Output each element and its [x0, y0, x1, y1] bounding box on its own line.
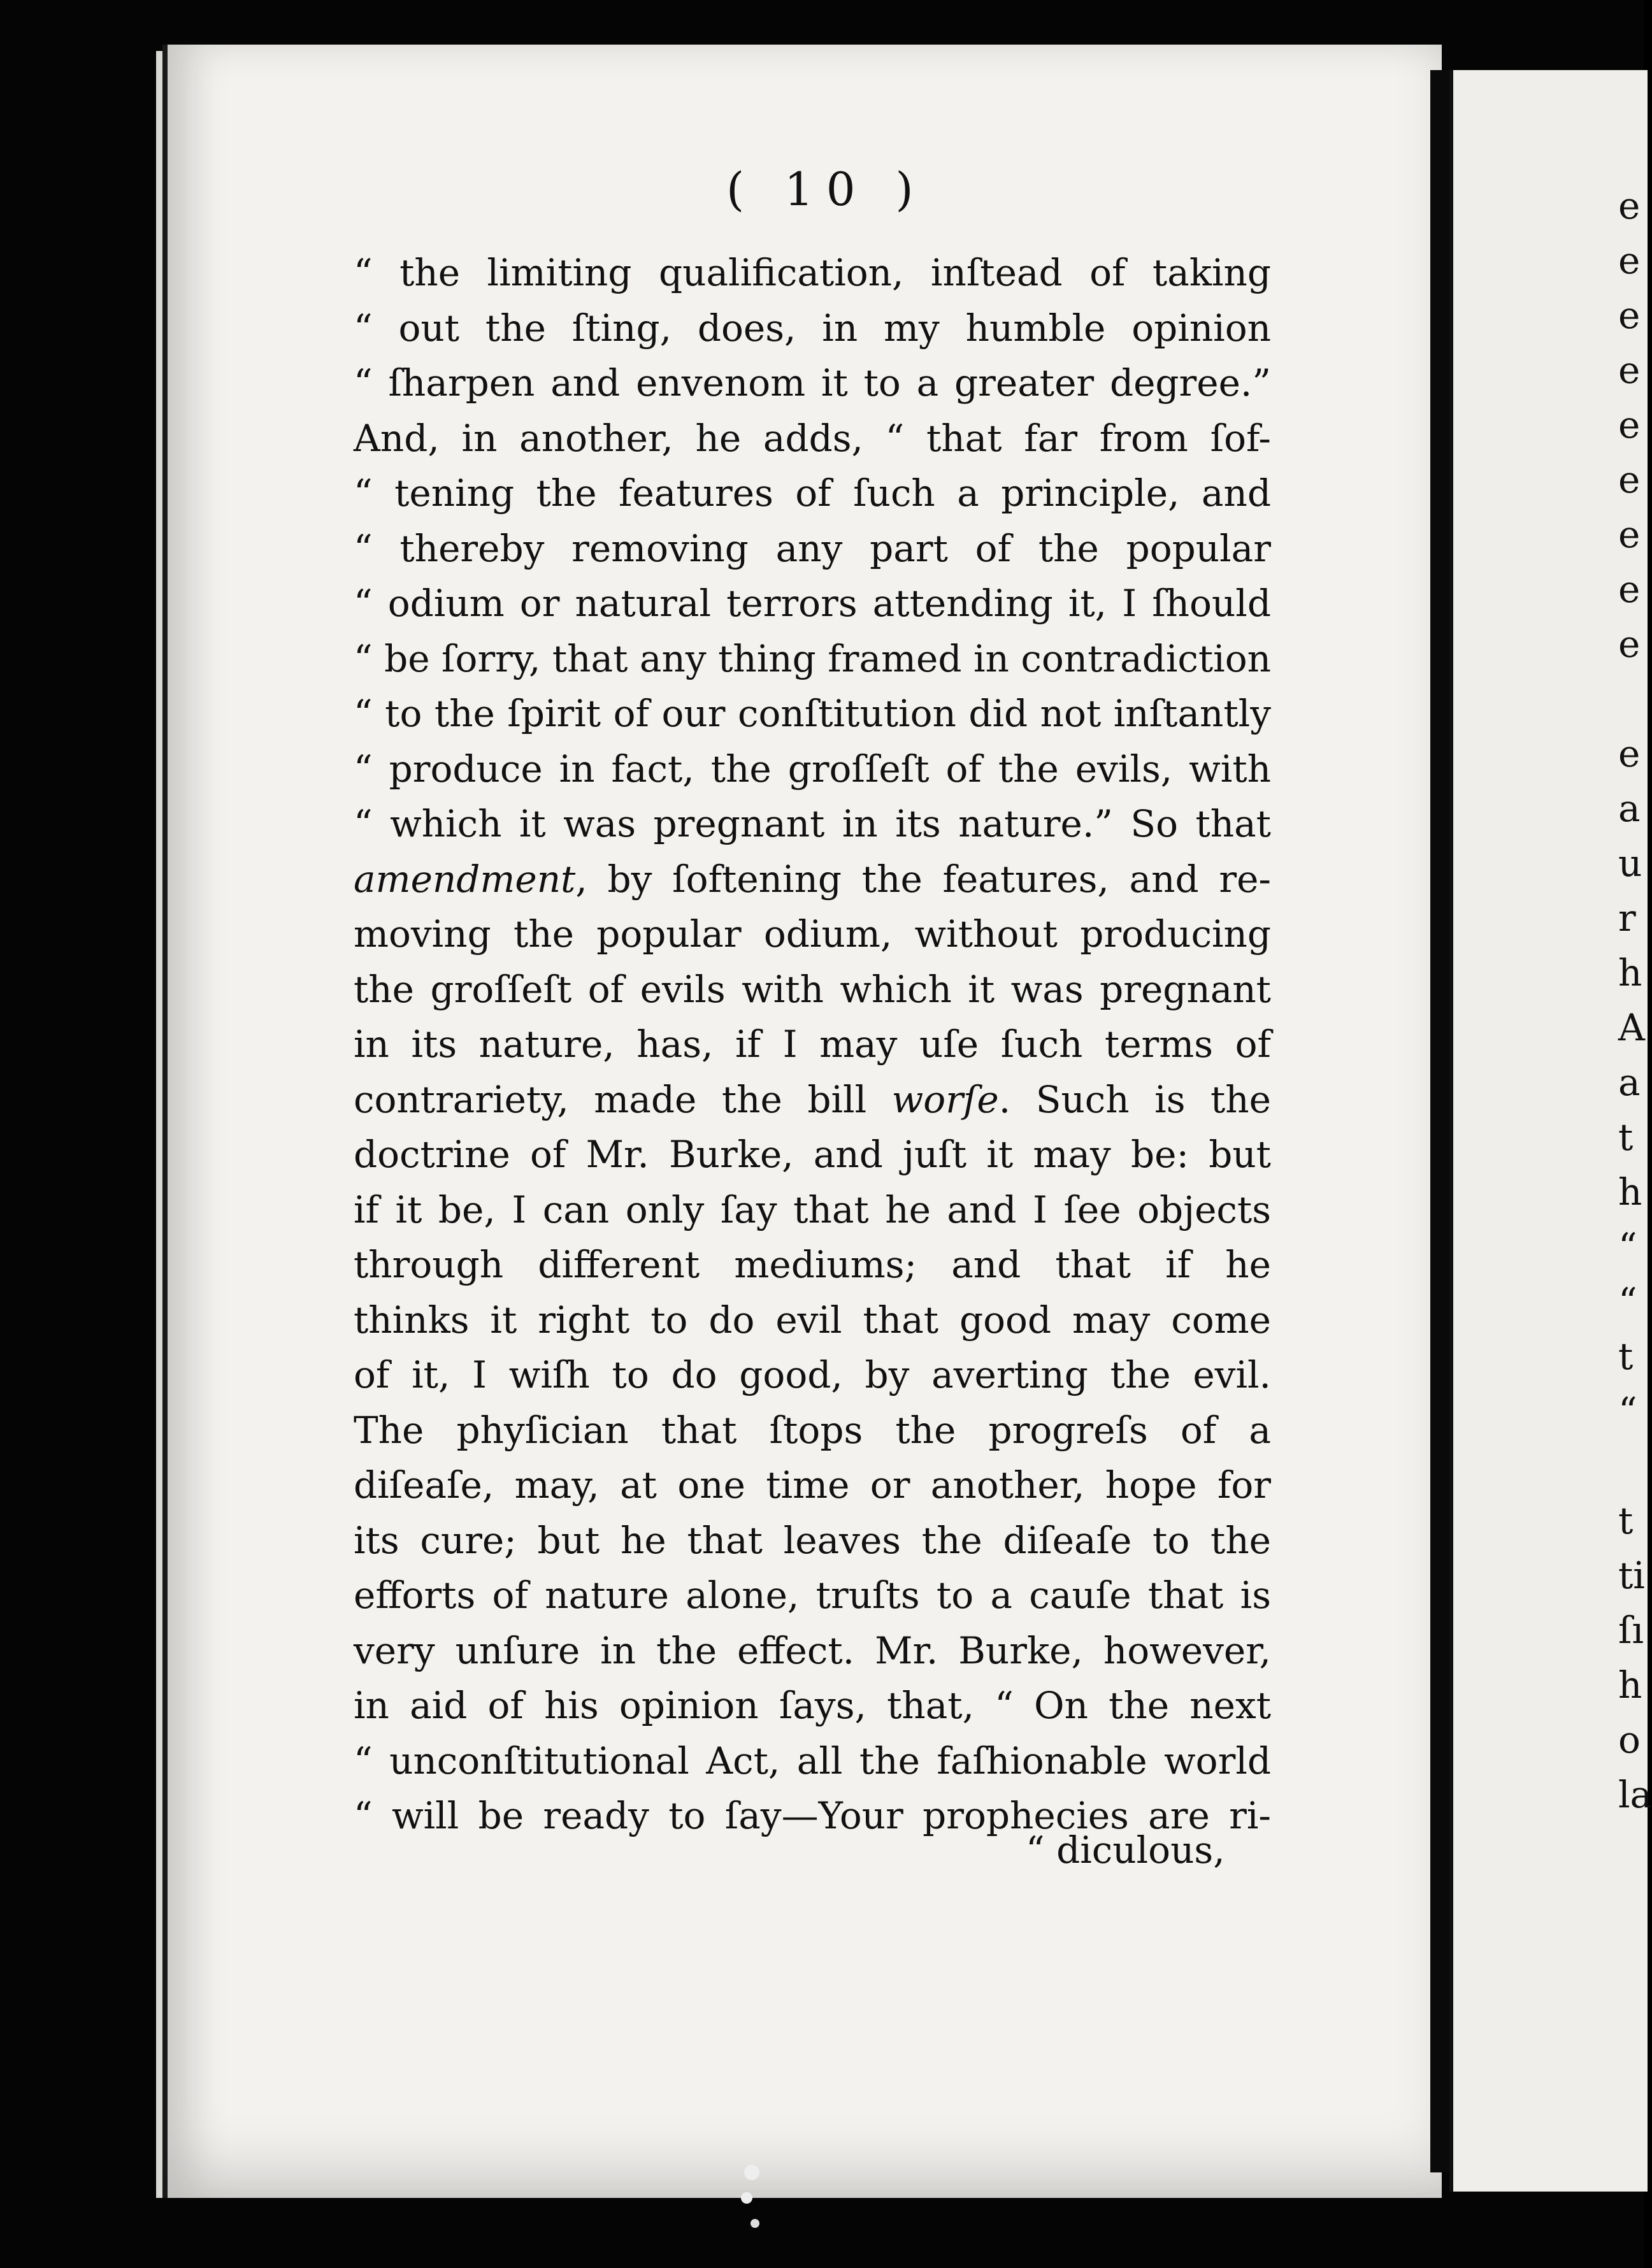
text-line: contrariety, made the bill worſe. Such is the: [354, 1077, 1271, 1121]
italic-word: amendment: [354, 857, 576, 901]
text-line: And, in another, he adds, “ that far from ſof-: [354, 416, 1271, 460]
speck: [741, 2192, 752, 2204]
text-line: moving the popular odium, without producing: [354, 912, 1271, 956]
text-line: diſeaſe, may, at one time or another, hope for: [354, 1463, 1271, 1507]
text-line: thinks it right to do evil that good may come: [354, 1298, 1271, 1342]
text-line: “ the limiting qualification, inſtead of taking: [354, 251, 1271, 294]
text-line: amendment, by ſoftening the features, and re-: [354, 857, 1271, 901]
page-gutter: [1430, 70, 1449, 2172]
text-line: “ thereby removing any part of the popular: [354, 526, 1271, 570]
text-line: in aid of his opinion ſays, that, “ On the next: [354, 1684, 1271, 1727]
text-line: “ odium or natural terrors attending it, I ſhould: [354, 582, 1271, 625]
text-line: of it, I wiſh to do good, by averting the evil.: [354, 1353, 1271, 1396]
text-line: doctrine of Mr. Burke, and juſt it may be: but: [354, 1133, 1271, 1176]
text-line: “ out the ſting, does, in my humble opinion: [354, 306, 1271, 350]
page-body-text: [354, 245, 1271, 1844]
catchword: “ diculous,: [1026, 1828, 1225, 1872]
text-line: if it be, I can only ſay that he and I ſee objects: [354, 1188, 1271, 1231]
text-line: “ ſharpen and envenom it to a greater degree.”: [354, 361, 1271, 405]
text-line: through different mediums; and that if he: [354, 1243, 1271, 1286]
text-line: efforts of nature alone, truſts to a cauſe that is: [354, 1574, 1271, 1617]
italic-word: worſe: [891, 1077, 999, 1121]
text-line: “ tening the features of ſuch a principle, and: [354, 471, 1271, 515]
paper-specks: [733, 2153, 771, 2249]
text-line: “ produce in fact, the groſſeſt of the evils, with: [354, 747, 1271, 791]
text-line: “ will be ready to ſay—Your prophecies are ri-: [354, 1794, 1271, 1837]
speck: [744, 2165, 759, 2180]
text-line: its cure; but he that leaves the diſeaſe to the: [354, 1518, 1271, 1562]
text-line: in its nature, has, if I may uſe ſuch terms of: [354, 1023, 1271, 1066]
page-number-header: ( 10 ): [726, 162, 926, 216]
next-page-partial-text: e e e e e e e e e e a u r h A a t h “ “ t “ t ti ſı h o la: [1618, 184, 1652, 1816]
speck: [751, 2219, 759, 2228]
text-line: “ which it was pregnant in its nature.” So that: [354, 802, 1271, 845]
text-line: The phyſician that ſtops the progreſs of a: [354, 1408, 1271, 1452]
text-line: very unſure in the effect. Mr. Burke, however,: [354, 1628, 1271, 1672]
text-line: the groſſeſt of evils with which it was pregnant: [354, 967, 1271, 1011]
text-line: “ unconſtitutional Act, all the faſhionable world: [354, 1739, 1271, 1783]
text-line: “ to the ſpirit of our conſtitution did not inſtantly: [354, 692, 1271, 735]
text-line: “ be ſorry, that any thing framed in contradiction: [354, 636, 1271, 680]
